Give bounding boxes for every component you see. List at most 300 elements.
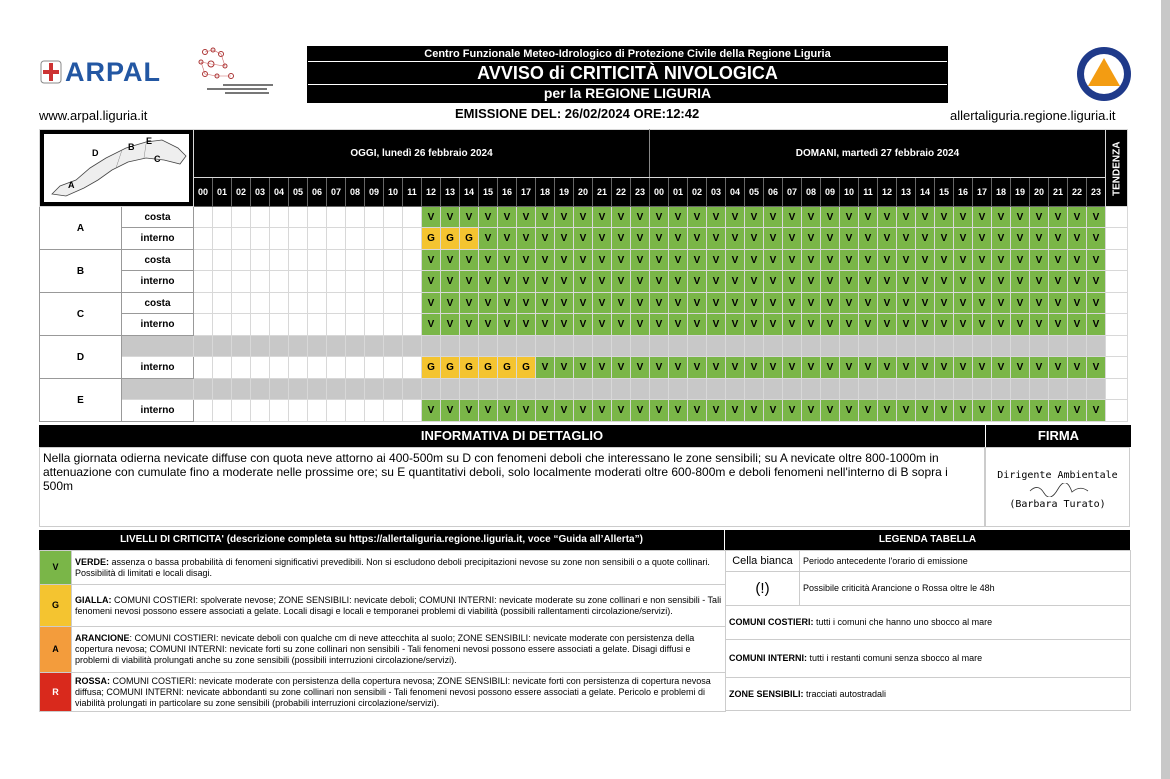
hour-cell: V	[707, 400, 726, 422]
hour-cell	[612, 336, 631, 357]
hour-cell	[441, 336, 460, 357]
hour-cell	[384, 293, 403, 314]
hour-cell: V	[840, 314, 859, 336]
hour-cell: V	[992, 293, 1011, 314]
hour-cell	[346, 400, 365, 422]
hour-cell	[631, 379, 650, 400]
hour-cell	[517, 379, 536, 400]
hour-cell	[1087, 379, 1106, 400]
hour-cell	[403, 250, 422, 271]
hour-cell	[327, 293, 346, 314]
hour-label: 22	[1068, 177, 1087, 206]
hour-cell: V	[802, 357, 821, 379]
hour-cell: V	[669, 250, 688, 271]
hour-label: 20	[574, 177, 593, 206]
hour-cell	[384, 400, 403, 422]
hour-label: 16	[498, 177, 517, 206]
detail-text: Nella giornata odierna nevicate diffuse con quota neve attorno ai 400-500m su D con fenomeni deboli che interessano le zone sensibili; su A nevicate oltre 800-1000m in attenuazione con cumulate fino a moderate nelle prossime ore; su E quantitativi deboli, solo localmente moderati oltre 600-800m e deboli fenomeni nell'interno di B sopra i 500m	[39, 447, 985, 527]
zone-label: C	[40, 293, 122, 336]
hour-cell	[213, 336, 232, 357]
hour-cell	[232, 207, 251, 228]
hour-cell	[365, 400, 384, 422]
hour-label: 04	[726, 177, 745, 206]
hour-cell	[308, 379, 327, 400]
hour-cell: V	[916, 357, 935, 379]
zone-map	[40, 130, 194, 207]
hour-label: 11	[859, 177, 878, 206]
hour-cell: V	[878, 400, 897, 422]
hour-cell: V	[1068, 293, 1087, 314]
hour-cell: V	[1011, 271, 1030, 293]
hour-cell	[422, 336, 441, 357]
signature-box	[985, 447, 1130, 527]
hour-cell: V	[935, 400, 954, 422]
hour-cell	[327, 250, 346, 271]
hour-cell	[327, 357, 346, 379]
hour-cell: V	[441, 207, 460, 228]
hour-cell	[593, 379, 612, 400]
hour-cell	[270, 357, 289, 379]
title-line3: per la REGIONE LIGURIA	[308, 85, 947, 102]
hour-cell: V	[897, 271, 916, 293]
hour-cell	[289, 293, 308, 314]
hour-cell: V	[555, 400, 574, 422]
hour-cell: V	[555, 271, 574, 293]
hour-cell: V	[821, 250, 840, 271]
hour-cell: V	[764, 228, 783, 250]
hour-label: 02	[688, 177, 707, 206]
hour-cell: V	[536, 357, 555, 379]
hour-cell: V	[517, 228, 536, 250]
hour-cell	[270, 336, 289, 357]
hour-cell: V	[707, 314, 726, 336]
hour-cell: V	[574, 314, 593, 336]
table-row	[40, 250, 1128, 271]
hour-label: 04	[270, 177, 289, 206]
hour-cell: V	[422, 207, 441, 228]
hour-cell	[327, 207, 346, 228]
hour-cell: V	[726, 314, 745, 336]
hour-cell	[289, 336, 308, 357]
hour-cell	[403, 400, 422, 422]
tendency-cell	[1106, 293, 1128, 314]
scrollbar[interactable]	[1161, 0, 1170, 779]
hour-cell	[308, 400, 327, 422]
hour-cell	[973, 379, 992, 400]
hour-cell: V	[536, 228, 555, 250]
hour-cell	[992, 379, 1011, 400]
hour-cell	[1049, 379, 1068, 400]
hour-cell	[384, 250, 403, 271]
tendency-cell	[1106, 336, 1128, 357]
hour-cell	[213, 207, 232, 228]
hour-cell: V	[1030, 314, 1049, 336]
hour-cell	[1011, 379, 1030, 400]
legend-row: COMUNI COSTIERI: tutti i comuni che hanno uno sbocco al mare	[726, 606, 1131, 640]
hour-cell: V	[954, 400, 973, 422]
level-row	[40, 551, 726, 585]
hour-cell	[403, 207, 422, 228]
hour-cell: V	[916, 250, 935, 271]
hour-cell: V	[897, 207, 916, 228]
hour-cell: V	[859, 207, 878, 228]
hour-cell: V	[688, 293, 707, 314]
hour-cell	[308, 357, 327, 379]
hour-cell: V	[783, 271, 802, 293]
map-label: B	[127, 142, 134, 152]
hour-cell	[840, 379, 859, 400]
hour-cell: V	[783, 250, 802, 271]
hour-cell: V	[973, 271, 992, 293]
hour-cell	[308, 207, 327, 228]
hour-cell: V	[669, 271, 688, 293]
hour-cell	[498, 336, 517, 357]
allerta-link[interactable]: allertaliguria.regione.liguria.it	[950, 108, 1116, 123]
hour-cell	[270, 250, 289, 271]
hour-cell: V	[916, 228, 935, 250]
hour-cell: V	[859, 228, 878, 250]
hour-cell: V	[1011, 400, 1030, 422]
hour-cell: V	[574, 228, 593, 250]
hour-cell	[935, 336, 954, 357]
hour-cell	[194, 207, 213, 228]
hour-cell: V	[954, 357, 973, 379]
table-row	[40, 293, 1128, 314]
legend-title: LEGENDA TABELLA	[725, 530, 1130, 550]
hour-cell	[403, 271, 422, 293]
hour-cell	[270, 379, 289, 400]
hour-label: 18	[536, 177, 555, 206]
sub-zone-label: interno	[122, 400, 194, 422]
hour-cell: V	[954, 314, 973, 336]
hour-cell: V	[479, 271, 498, 293]
hour-cell	[897, 336, 916, 357]
sub-zone-label: costa	[122, 293, 194, 314]
hour-label: 02	[232, 177, 251, 206]
map-label: D	[91, 148, 98, 158]
hour-cell: V	[688, 250, 707, 271]
hour-cell: V	[612, 314, 631, 336]
hour-cell	[1087, 336, 1106, 357]
hour-cell	[327, 228, 346, 250]
hour-cell	[346, 271, 365, 293]
hour-cell: V	[992, 250, 1011, 271]
hour-cell	[669, 336, 688, 357]
hour-cell: V	[669, 357, 688, 379]
level-code: R	[40, 673, 72, 712]
hour-cell: V	[1087, 228, 1106, 250]
hour-cell	[916, 336, 935, 357]
hour-cell: V	[916, 271, 935, 293]
hour-cell	[593, 336, 612, 357]
hour-cell	[194, 314, 213, 336]
hour-cell	[251, 293, 270, 314]
hour-cell: V	[802, 314, 821, 336]
hour-cell	[726, 336, 745, 357]
hour-cell: V	[802, 293, 821, 314]
hour-cell: V	[840, 207, 859, 228]
hour-cell	[346, 357, 365, 379]
hour-cell	[365, 271, 384, 293]
hour-cell: V	[669, 228, 688, 250]
hour-cell: V	[517, 293, 536, 314]
level-row	[40, 585, 726, 627]
hour-cell	[213, 271, 232, 293]
hour-cell: V	[1049, 271, 1068, 293]
hour-cell	[327, 379, 346, 400]
hour-label: 23	[631, 177, 650, 206]
hour-cell: V	[422, 314, 441, 336]
sub-zone-label: interno	[122, 357, 194, 379]
hour-cell: V	[802, 207, 821, 228]
table-row	[40, 336, 1128, 357]
hour-cell	[327, 336, 346, 357]
title-line1: Centro Funzionale Meteo-Idrologico di Protezione Civile della Regione Liguria	[308, 47, 947, 62]
hour-cell: V	[802, 271, 821, 293]
liguria-shield-icon	[39, 59, 63, 85]
sub-zone-label: interno	[122, 228, 194, 250]
hour-cell: V	[992, 271, 1011, 293]
hour-cell	[289, 314, 308, 336]
hour-cell: V	[631, 250, 650, 271]
hour-cell: V	[1087, 400, 1106, 422]
hour-cell	[916, 379, 935, 400]
hour-cell	[783, 336, 802, 357]
arpal-link[interactable]: www.arpal.liguria.it	[39, 108, 148, 123]
hour-cell	[251, 314, 270, 336]
hour-cell: V	[840, 400, 859, 422]
hour-label: 01	[669, 177, 688, 206]
hour-cell	[764, 379, 783, 400]
hour-cell: V	[1068, 271, 1087, 293]
hour-cell: V	[669, 293, 688, 314]
hour-cell	[688, 336, 707, 357]
hour-cell	[365, 207, 384, 228]
hour-cell: V	[726, 293, 745, 314]
table-row	[40, 314, 1128, 336]
tomorrow-label: DOMANI, martedì 27 febbraio 2024	[650, 130, 1106, 178]
hour-label: 09	[821, 177, 840, 206]
hour-cell: V	[1087, 250, 1106, 271]
hour-cell	[422, 379, 441, 400]
hour-cell: V	[745, 314, 764, 336]
hour-cell: V	[517, 400, 536, 422]
table-row	[40, 207, 1128, 228]
sub-zone-label	[122, 336, 194, 357]
hour-cell: V	[745, 293, 764, 314]
hour-cell: V	[783, 228, 802, 250]
hour-cell	[365, 314, 384, 336]
hour-cell: V	[650, 250, 669, 271]
hour-cell: V	[954, 228, 973, 250]
hour-cell: V	[517, 207, 536, 228]
hour-cell	[365, 379, 384, 400]
hour-cell: V	[574, 250, 593, 271]
hour-label: 07	[783, 177, 802, 206]
protezione-civile-logo	[1076, 46, 1132, 107]
hour-cell: V	[707, 250, 726, 271]
hour-cell	[536, 379, 555, 400]
hour-cell: V	[783, 293, 802, 314]
hour-cell: V	[954, 271, 973, 293]
hour-cell: V	[707, 271, 726, 293]
hour-cell: G	[422, 357, 441, 379]
hour-cell	[612, 379, 631, 400]
hour-cell: V	[840, 250, 859, 271]
hour-label: 03	[707, 177, 726, 206]
hour-label: 07	[327, 177, 346, 206]
hour-cell: V	[783, 400, 802, 422]
hour-cell	[308, 314, 327, 336]
hour-cell: V	[498, 228, 517, 250]
hour-cell: G	[517, 357, 536, 379]
hour-cell: V	[479, 250, 498, 271]
hour-cell: V	[1049, 293, 1068, 314]
hour-cell	[232, 271, 251, 293]
hour-label: 21	[593, 177, 612, 206]
hour-cell: V	[479, 228, 498, 250]
hour-cell	[1049, 336, 1068, 357]
hour-label: 13	[897, 177, 916, 206]
liguria-map-icon	[46, 134, 188, 200]
hour-cell: V	[479, 314, 498, 336]
hour-cell: V	[840, 357, 859, 379]
hour-cell	[251, 250, 270, 271]
hour-cell: V	[536, 293, 555, 314]
tendency-label: TENDENZA	[1106, 130, 1128, 207]
hour-cell	[384, 228, 403, 250]
hour-cell	[232, 379, 251, 400]
hour-label: 19	[1011, 177, 1030, 206]
hour-cell	[346, 293, 365, 314]
hour-cell: V	[973, 250, 992, 271]
hour-cell: V	[859, 250, 878, 271]
hour-cell: V	[707, 357, 726, 379]
hour-cell: V	[802, 250, 821, 271]
hour-label: 01	[213, 177, 232, 206]
hour-cell: V	[973, 400, 992, 422]
title-block	[307, 46, 948, 103]
hour-label: 22	[612, 177, 631, 206]
hour-cell: V	[1068, 250, 1087, 271]
hour-cell: V	[593, 314, 612, 336]
hour-cell: V	[802, 400, 821, 422]
hour-cell: V	[821, 357, 840, 379]
hour-cell: V	[954, 250, 973, 271]
hour-cell	[251, 228, 270, 250]
hour-cell	[194, 400, 213, 422]
hour-cell: V	[973, 207, 992, 228]
hour-cell	[688, 379, 707, 400]
hour-cell	[764, 336, 783, 357]
hour-cell	[650, 336, 669, 357]
hour-cell: V	[1030, 400, 1049, 422]
hour-cell	[194, 228, 213, 250]
hour-cell: V	[859, 357, 878, 379]
hour-cell: V	[1068, 314, 1087, 336]
hour-cell: V	[555, 357, 574, 379]
level-code: G	[40, 585, 72, 627]
hour-label: 10	[384, 177, 403, 206]
hour-cell	[213, 400, 232, 422]
hour-cell: V	[802, 228, 821, 250]
hour-cell: V	[1049, 314, 1068, 336]
hour-cell	[308, 293, 327, 314]
hour-cell: V	[498, 271, 517, 293]
hour-cell: V	[745, 207, 764, 228]
hour-cell	[802, 379, 821, 400]
hour-cell	[232, 293, 251, 314]
hour-cell: V	[593, 357, 612, 379]
hour-cell: V	[726, 207, 745, 228]
today-label: OGGI, lunedì 26 febbraio 2024	[194, 130, 650, 178]
hour-label: 15	[479, 177, 498, 206]
hour-cell	[1030, 336, 1049, 357]
hour-cell: V	[688, 271, 707, 293]
hour-cell: V	[916, 400, 935, 422]
hour-label: 15	[935, 177, 954, 206]
tendency-cell	[1106, 400, 1128, 422]
hour-cell: V	[1049, 207, 1068, 228]
hour-cell: V	[897, 228, 916, 250]
hour-cell	[441, 379, 460, 400]
hour-cell	[232, 314, 251, 336]
hour-label: 12	[422, 177, 441, 206]
hour-cell: G	[498, 357, 517, 379]
hour-cell	[726, 379, 745, 400]
hour-cell: V	[631, 314, 650, 336]
hour-cell: V	[1087, 293, 1106, 314]
hour-cell: V	[1068, 207, 1087, 228]
arpal-logo: ARPAL	[39, 58, 161, 86]
map-label: C	[153, 154, 160, 164]
hour-cell: V	[764, 271, 783, 293]
hour-cell: V	[460, 293, 479, 314]
hour-cell: V	[821, 228, 840, 250]
hour-cell	[384, 357, 403, 379]
hour-cell: V	[973, 314, 992, 336]
hour-cell: V	[422, 271, 441, 293]
hour-cell	[365, 250, 384, 271]
hour-cell: V	[764, 250, 783, 271]
hour-cell: V	[1068, 400, 1087, 422]
hour-cell: V	[498, 400, 517, 422]
hour-cell	[859, 379, 878, 400]
level-row	[40, 627, 726, 673]
hour-cell: V	[498, 207, 517, 228]
hour-label: 19	[555, 177, 574, 206]
legend-table	[725, 550, 1131, 711]
hour-cell: V	[631, 357, 650, 379]
hour-cell: V	[935, 250, 954, 271]
hour-cell	[213, 228, 232, 250]
hour-cell: V	[593, 250, 612, 271]
hour-cell: V	[821, 400, 840, 422]
hour-label: 14	[460, 177, 479, 206]
hour-cell: V	[878, 207, 897, 228]
hour-cell	[384, 314, 403, 336]
level-desc: VERDE: assenza o bassa probabilità di fenomeni significativi prevedibili. Non si escludono deboli precipitazioni nevose su zone non sensibili o a quote collinari. Possibilità di limitati e locali disagi.	[72, 551, 726, 585]
hour-cell: V	[498, 314, 517, 336]
hour-cell: V	[669, 400, 688, 422]
hour-cell: V	[726, 271, 745, 293]
tendency-cell	[1106, 271, 1128, 293]
hour-cell: G	[441, 228, 460, 250]
hour-cell: V	[631, 271, 650, 293]
hour-cell: V	[688, 228, 707, 250]
hour-cell: V	[479, 207, 498, 228]
hour-cell	[707, 379, 726, 400]
